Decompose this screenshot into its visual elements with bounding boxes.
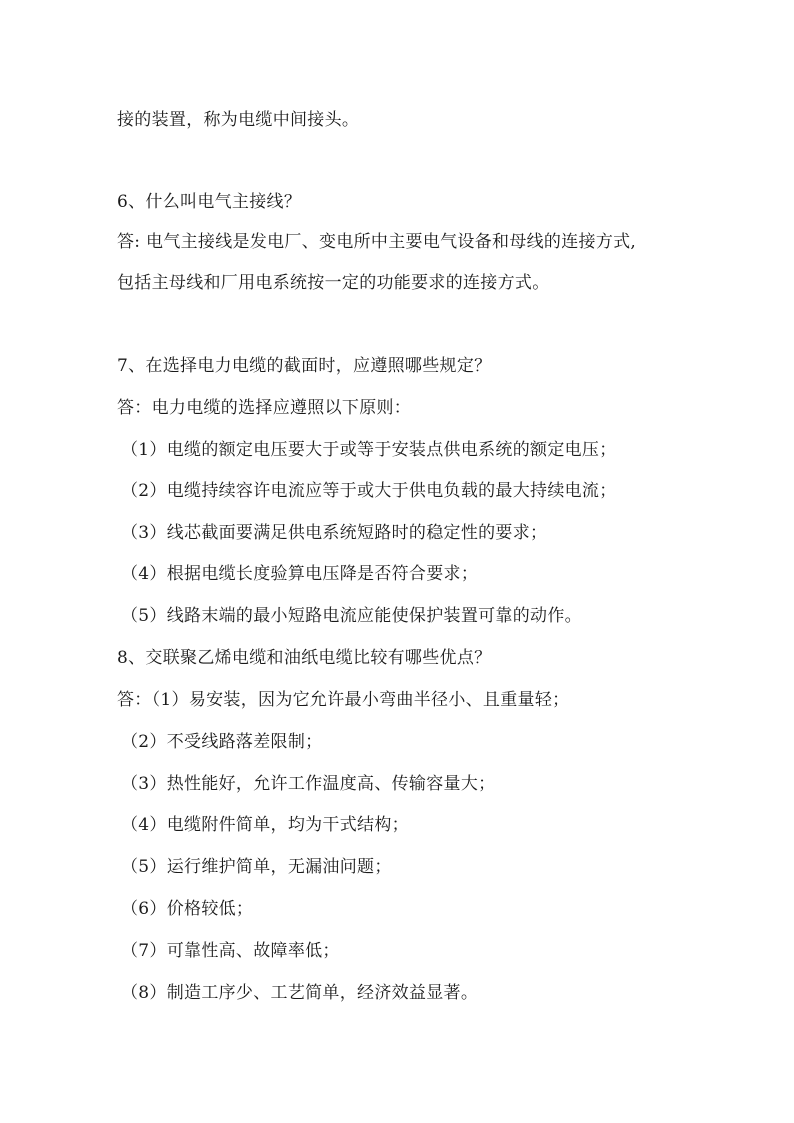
answer-8-item-3: （3）热性能好，允许工作温度高、传输容量大； <box>121 774 496 794</box>
text-line-continuation: 接的装置，称为电缆中间接头。 <box>117 110 360 130</box>
question-6: 6、什么叫电气主接线？ <box>117 192 302 212</box>
answer-8-item-6: （6）价格较低； <box>121 899 254 919</box>
answer-8-item-2: （2）不受线路落差限制； <box>121 732 323 752</box>
answer-7-item-5: （5）线路末端的最小短路电流应能使保护装置可靠的动作。 <box>121 606 582 626</box>
answer-8-item-1: 答：（1）易安装，因为它允许最小弯曲半径小、且重量轻； <box>117 690 570 710</box>
answer-7-intro: 答：电力电缆的选择应遵照以下原则： <box>117 398 412 418</box>
answer-8-item-8: （8）制造工序少、工艺简单，经济效益显著。 <box>121 983 479 1003</box>
answer-7-item-4: （4）根据电缆长度验算电压降是否符合要求； <box>121 564 479 584</box>
answer-6-line-2: 包括主母线和厂用电系统按一定的功能要求的连接方式。 <box>117 273 550 293</box>
answer-8-item-7: （7）可靠性高、故障率低； <box>121 941 340 961</box>
question-7: 7、在选择电力电缆的截面时，应遵照哪些规定？ <box>117 356 492 376</box>
answer-7-item-3: （3）线芯截面要满足供电系统短路时的稳定性的要求； <box>121 523 548 543</box>
answer-6-line-1: 答: 电气主接线是发电厂、变电所中主要电气设备和母线的连接方式, <box>117 232 637 252</box>
answer-7-item-1: （1）电缆的额定电压要大于或等于安装点供电系统的额定电压； <box>121 440 617 460</box>
answer-8-item-4: （4）电缆附件简单，均为干式结构； <box>121 815 409 835</box>
answer-7-item-2: （2）电缆持续容许电流应等于或大于供电负载的最大持续电流； <box>121 481 617 501</box>
answer-8-item-5: （5）运行维护简单，无漏油问题； <box>121 857 392 877</box>
question-8: 8、交联聚乙烯电缆和油纸电缆比较有哪些优点？ <box>117 648 492 668</box>
